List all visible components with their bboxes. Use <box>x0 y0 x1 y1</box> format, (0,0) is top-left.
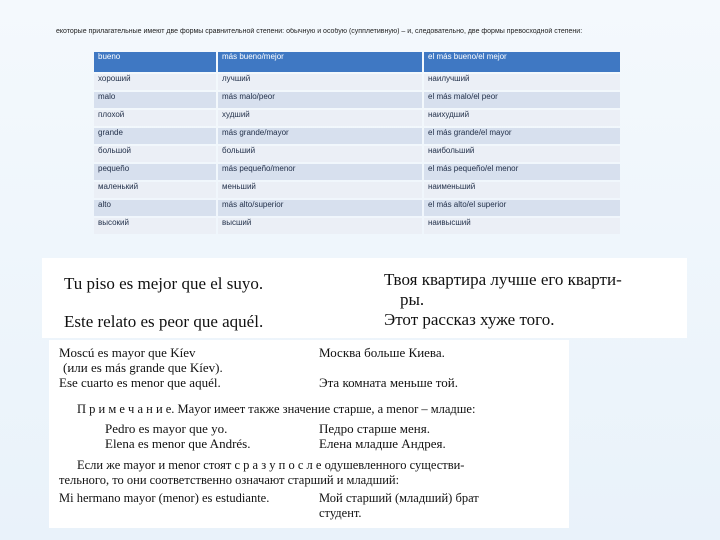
table-cell: alto <box>94 200 216 216</box>
table-row <box>94 52 620 72</box>
table-cell: más pequeño/menor <box>218 164 422 180</box>
table-cell: хороший <box>94 74 216 90</box>
rule-line-1: Если же mayor и menor стоят с р а з у п о с л е одушевленного существи- <box>77 458 465 472</box>
example-panel-1 <box>42 258 687 338</box>
rule-line-2: тельного, то они соответственно означают старший и младший: <box>59 473 400 487</box>
table-row <box>94 218 620 234</box>
table-cell: больший <box>218 146 422 162</box>
table-cell: наихудший <box>424 110 620 126</box>
table-cell: malo <box>94 92 216 108</box>
table-cell: лучший <box>218 74 422 90</box>
table-cell: большой <box>94 146 216 162</box>
table-row <box>94 146 620 162</box>
table-cell: más alto/superior <box>218 200 422 216</box>
table-cell: más bueno/mejor <box>218 52 422 72</box>
table-cell: el más pequeño/el menor <box>424 164 620 180</box>
table-cell: más malo/peor <box>218 92 422 108</box>
moscow-ru: Москва больше Киева. <box>319 345 445 360</box>
brother-ru-cont: студент. <box>319 506 362 520</box>
table-row <box>94 182 620 198</box>
table-cell: наибольший <box>424 146 620 162</box>
room-es: Ese cuarto es menor que aquél. <box>59 375 221 390</box>
elena-es: Elena es menor que Andrés. <box>105 436 251 451</box>
note-line: П р и м е ч а н и е. Mayor имеет также значение старше, а menor – младше: <box>77 402 476 416</box>
table-cell: el más alto/el superior <box>424 200 620 216</box>
table-cell: наименьший <box>424 182 620 198</box>
table-cell: маленький <box>94 182 216 198</box>
example-panel-2 <box>49 340 569 528</box>
table-cell: más grande/mayor <box>218 128 422 144</box>
table-cell: высший <box>218 218 422 234</box>
table-cell: худший <box>218 110 422 126</box>
table-row <box>94 74 620 90</box>
example-ru-line-3: Этот рассказ хуже того. <box>384 310 555 329</box>
table-cell: плохой <box>94 110 216 126</box>
table-cell: меньший <box>218 182 422 198</box>
comparative-forms-table <box>92 50 622 236</box>
table-cell: наивысший <box>424 218 620 234</box>
brother-es: Mi hermano mayor (menor) es estudiante. <box>59 491 270 505</box>
table-cell: el más grande/el mayor <box>424 128 620 144</box>
table-cell: el más malo/el peor <box>424 92 620 108</box>
table-row <box>94 200 620 216</box>
moscow-es: Moscú es mayor que Kíev <box>59 345 196 360</box>
example-ru-line-2: ры. <box>400 290 425 309</box>
example-ru-line-1: Твоя квартира лучше его кварти- <box>384 270 622 289</box>
room-ru: Эта комната меньше той. <box>319 375 458 390</box>
pedro-ru: Педро старше меня. <box>319 421 430 436</box>
table-cell: наилучший <box>424 74 620 90</box>
example-es-line-1: Tu piso es mejor que el suyo. <box>64 274 264 293</box>
intro-text: екоторые прилагательные имеют две формы сравнительной степени: обычную и особую (супплетивную) – и, следовательно, две формы превосходной степени: <box>56 28 583 35</box>
table-cell: bueno <box>94 52 216 72</box>
table-cell: pequeño <box>94 164 216 180</box>
pedro-es: Pedro es mayor que yo. <box>105 421 228 436</box>
elena-ru: Елена младше Андрея. <box>319 436 446 451</box>
table-row <box>94 110 620 126</box>
table-row <box>94 92 620 108</box>
table-row <box>94 164 620 180</box>
table-cell: el más bueno/el mejor <box>424 52 620 72</box>
table-cell: высокий <box>94 218 216 234</box>
table-cell: grande <box>94 128 216 144</box>
moscow-alt-es: (или es más grande que Kíev). <box>63 360 223 375</box>
example-es-line-2: Este relato es peor que aquél. <box>64 312 264 331</box>
brother-ru: Мой старший (младший) брат <box>319 491 479 505</box>
table-row <box>94 128 620 144</box>
